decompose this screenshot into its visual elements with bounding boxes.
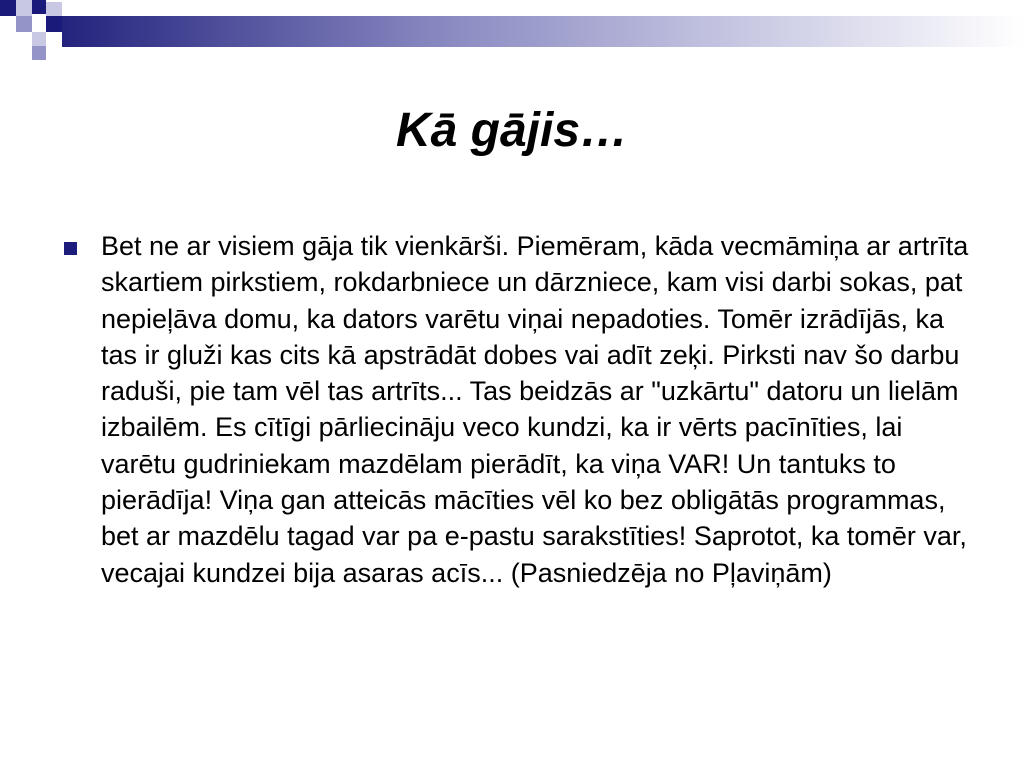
corner-square-decoration (46, 2, 62, 16)
corner-square-decoration (32, 46, 46, 60)
corner-square-decoration (16, 16, 32, 32)
bullet-text: Bet ne ar visiem gāja tik vienkārši. Piemēram, kāda vecmāmiņa ar artrīta skartiem pirkstiem, rokdarbniece un dārzniece, kam visi darbi sokas, pat nepieļāva domu, ka dators varētu viņai nepadoties. Tomēr izrādījās, ka tas ir gluži kas cits kā apstrādāt dobes vai adīt zeķi. Pirksti nav šo darbu raduši, pie tam vēl tas artrīts... Tas beidzās ar "uzkārtu" datoru un lielām izbailēm. Es cītīgi pārliecināju veco kundzi, ka ir vērts pacīnīties, lai varētu gudriniekam mazdēlam pierādīt, ka viņa VAR! Un tantuks to pierādīja! Viņa gan atteicās mācīties vēl ko bez obligātās programmas, bet ar mazdēlu tagad var pa e-pastu sarakstīties! Saprotot, ka tomēr var, vecajai kundzei bija asaras acīs... (Pasniedzēja no Pļaviņām) (101, 231, 969, 588)
corner-square-decoration (46, 16, 62, 32)
header-gradient-band (62, 16, 1024, 47)
bullet-item (62, 228, 972, 591)
corner-square-decoration (0, 0, 16, 16)
slide-body (62, 228, 972, 591)
corner-square-decoration (32, 32, 46, 46)
square-bullet-icon (64, 242, 77, 255)
corner-square-decoration (16, 0, 32, 16)
slide-title: Kā gājis… (395, 104, 629, 157)
corner-square-decoration (32, 0, 46, 14)
